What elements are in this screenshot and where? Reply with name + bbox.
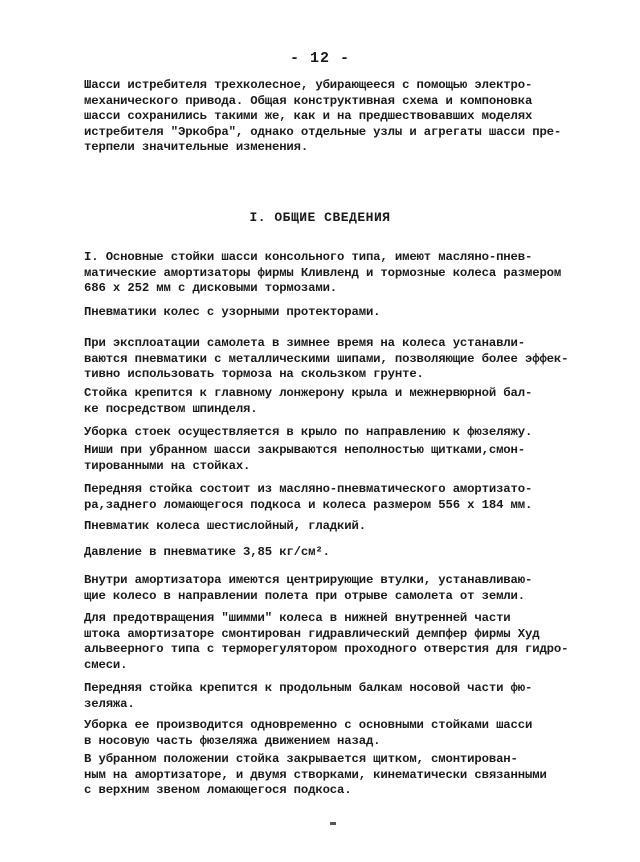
text-line: Уборка ее производится одновременно с основными стойками шасси <box>84 718 533 732</box>
text-line: тированными на стойках. <box>84 458 251 473</box>
paragraph-nose-strut <box>84 482 584 513</box>
paragraph-tire-pressure <box>84 545 584 561</box>
section-title: I. ОБЩИЕ СВЕДЕНИЯ <box>249 210 391 225</box>
text-line: щие колесо в направлении полета при отрыве самолета от земли. <box>84 588 525 603</box>
text-line: Внутри амортизатора имеются центрирующие втулки, устанавливаю- <box>84 573 533 587</box>
text-line: тивно использовать тормоза на скользком грунте. <box>84 367 424 381</box>
paragraph-retraction <box>84 425 584 441</box>
text-line: Шасси истребителя трехколесное, убирающееся с помощью электро- <box>84 78 533 92</box>
text-line: в носовую часть фюзеляжа движением назад. <box>84 733 381 748</box>
text-line: Уборка стоек осуществляется в крыло по направлению к фюзеляжу. <box>84 425 533 439</box>
paragraph-shimmy-damper <box>84 611 584 673</box>
text-line: истребителя "Эркобра", однако отдельные узлы и агрегаты шасси пре- <box>84 124 562 139</box>
paragraph-centering-bushings <box>84 573 584 604</box>
text-line: Давление в пневматике 3,85 кг/см². <box>84 545 330 559</box>
text-line: Пневматики колес с узорными протекторами. <box>84 305 381 319</box>
text-line: матические амортизаторы фирмы Кливленд и тормозные колеса размером <box>84 265 562 280</box>
text-line: Стойка крепится к главному лонжерону крыла и межнервюрной бал- <box>84 386 533 400</box>
paragraph-wheel-wells <box>84 443 584 474</box>
page-number: - 12 - <box>289 50 350 67</box>
paragraph-nose-retraction <box>84 718 584 749</box>
text-line: зеляжа. <box>84 696 135 711</box>
text-line: с верхним звеном ломающегося подкоса. <box>84 783 352 797</box>
text-line: смеси. <box>84 657 128 672</box>
paragraph-nose-tire <box>84 519 584 535</box>
paragraph-nose-mount <box>84 681 584 712</box>
text-line: шасси сохранились такими же, как и на предшествовавших моделях <box>84 109 533 123</box>
paragraph-strut-mount <box>84 386 584 417</box>
text-line: штока амортизаторе смонтирован гидравлический демпфер фирмы Худ <box>84 626 540 641</box>
text-line: ке посредством шпинделя. <box>84 401 258 416</box>
paragraph-tires-tread <box>84 305 584 321</box>
text-line: I. Основные стойки шасси консольного типа, имеют масляно-пнев- <box>84 250 533 264</box>
text-line: Передняя стойка крепится к продольным балкам носовой части фю- <box>84 681 533 695</box>
text-line: 686 х 252 мм с дисковыми тормозами. <box>84 281 338 295</box>
text-line: Передняя стойка состоит из масляно-пневматического амортизато- <box>84 482 533 496</box>
text-line: ным на амортизаторе, и двумя створками, кинематически связанными <box>84 767 547 782</box>
text-line: Ниши при убранном шасси закрываются неполностью щитками,смон- <box>84 443 525 457</box>
footer-mark <box>330 822 336 825</box>
paragraph-nose-doors <box>84 752 584 799</box>
paragraph-winter-tires <box>84 336 584 383</box>
text-line: В убранном положении стойка закрывается щитком, смонтирован- <box>84 752 518 766</box>
text-line: ра,заднего ломающегося подкоса и колеса размером 556 х 184 мм. <box>84 497 533 512</box>
text-line: терпели значительные изменения. <box>84 140 309 154</box>
text-line: Для предотвращения "шимми" колеса в нижней внутренней части <box>84 611 511 625</box>
text-line: ваются пневматики с металлическими шипами, позволяющие более эффек- <box>84 351 569 366</box>
text-line: альвеерного типа с терморегулятором проходного отверстия для гидро- <box>84 642 569 656</box>
text-line: механического привода. Общая конструктивная схема и компоновка <box>84 93 533 108</box>
intro-paragraph <box>84 78 584 156</box>
text-line: При эксплоатации самолета в зимнее время на колеса устанавли- <box>84 336 525 350</box>
paragraph-main-struts <box>84 250 584 297</box>
text-line: Пневматик колеса шестислойный, гладкий. <box>84 519 366 533</box>
